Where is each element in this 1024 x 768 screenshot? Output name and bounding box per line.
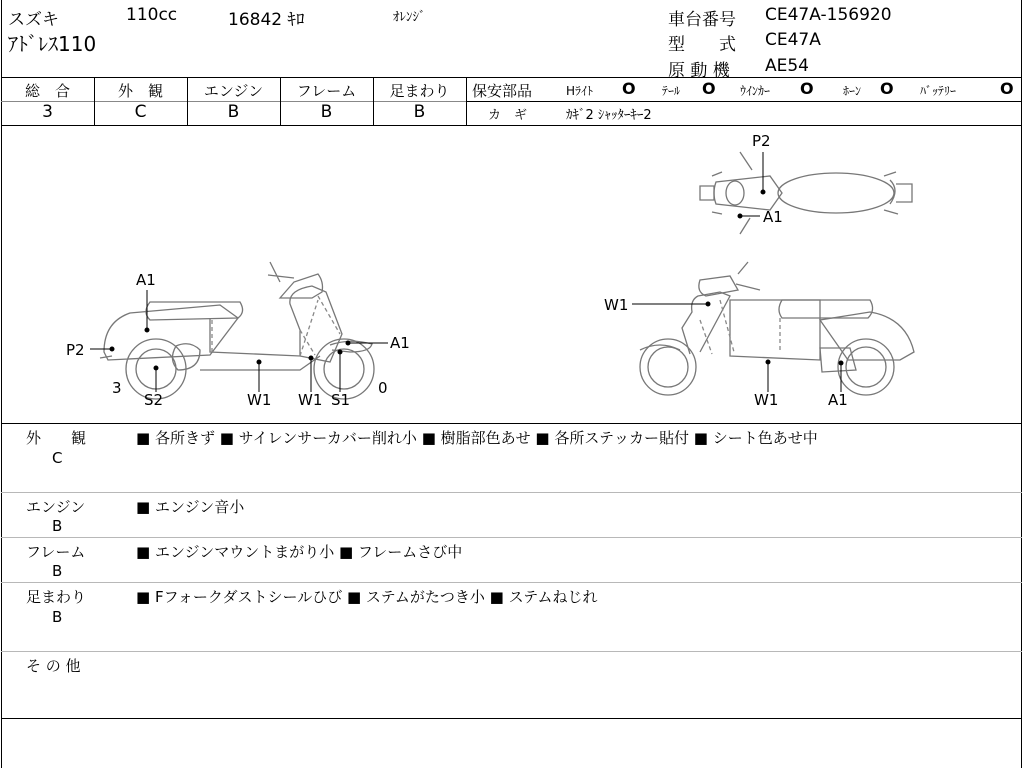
engine-type-label: 原 動 機 [668, 61, 730, 81]
key-label: カ ギ [488, 108, 528, 123]
body-color: ｵﾚﾝｼﾞ [393, 10, 426, 25]
remarks-divider [1, 537, 1022, 538]
model-type: CE47A [765, 30, 821, 50]
safety-item-tail: ﾃｰﾙ [662, 84, 681, 98]
maker-name: スズキ [8, 10, 59, 30]
label-W1-leg: W1 [298, 391, 323, 409]
remarks-divider [1, 582, 1022, 583]
safety-item-battery: ﾊﾞｯﾃﾘｰ [920, 84, 957, 98]
score-label-engine: エンジン [203, 82, 264, 100]
remarks-divider [1, 651, 1022, 652]
score-value-frame: B [320, 102, 333, 122]
score-value-engine: B [227, 102, 240, 122]
label-A1-top: A1 [763, 208, 783, 226]
remarks-bottom-line [1, 718, 1022, 719]
frame-number: CE47A-156920 [765, 5, 892, 25]
model-type-label: 型 式 [668, 35, 736, 55]
label-number-0: 0 [378, 379, 388, 397]
remark-label-suspension: 足まわり [26, 588, 87, 606]
label-W1-floor: W1 [247, 391, 272, 409]
model-name: ｱﾄﾞﾚｽ110 [8, 32, 97, 56]
remark-grade-exterior: C [52, 449, 63, 467]
label-A1-front: A1 [390, 334, 410, 352]
label-W1-right-bottom: W1 [754, 391, 779, 409]
remark-label-other: そ の 他 [26, 657, 81, 675]
remark-text-engine: ■ エンジン音小 [136, 498, 245, 516]
top-view-scooter-drawing [700, 152, 912, 234]
displacement: 110cc [126, 5, 178, 25]
label-number-3: 3 [112, 379, 122, 397]
safety-mark-battery: O [1000, 79, 1014, 98]
remark-text-exterior: ■ 各所きず ■ サイレンサーカバー削れ小 ■ 樹脂部色あせ ■ 各所ステッカー貼付 ■ シート色あせ中 [136, 429, 818, 447]
label-P2-top: P2 [752, 132, 771, 150]
score-value-exterior: C [134, 102, 147, 122]
remark-grade-frame: B [52, 562, 63, 580]
frame-number-label: 車台番号 [668, 10, 736, 30]
safety-label: 保安部品 [472, 82, 533, 100]
label-A1-right: A1 [828, 391, 848, 409]
remark-grade-suspension: B [52, 608, 63, 626]
remark-text-suspension: ■ Fフォークダストシールひび ■ ステムがたつき小 ■ ステムねじれ [136, 588, 598, 606]
key-value: ｶｷﾞ2 ｼｬｯﾀｰｷｰ2 [566, 108, 652, 123]
remarks-top-line [1, 423, 1022, 424]
score-value-overall: 3 [42, 102, 53, 122]
safety-mark-tail: O [702, 79, 716, 98]
remark-text-frame: ■ エンジンマウントまがり小 ■ フレームさび中 [136, 543, 463, 561]
label-W1-right-top: W1 [604, 296, 629, 314]
safety-item-headlight: Hﾗｲﾄ [566, 84, 594, 98]
label-S1: S1 [331, 391, 351, 409]
safety-mark-horn: O [880, 79, 894, 98]
remark-label-exterior: 外 観 [26, 429, 87, 447]
label-S2: S2 [144, 391, 164, 409]
safety-item-horn: ﾎｰﾝ [843, 84, 862, 98]
mileage: 16842 ｷﾛ [228, 10, 305, 30]
safety-item-winker: ｳｲﾝｶｰ [740, 84, 771, 98]
engine-type: AE54 [765, 56, 810, 76]
remark-grade-engine: B [52, 517, 63, 535]
remark-label-frame: フレーム [26, 543, 86, 561]
right-side-scooter-drawing [640, 262, 914, 395]
label-A1-seat: A1 [136, 271, 156, 289]
safety-mark-winker: O [800, 79, 814, 98]
remarks-divider [1, 492, 1022, 493]
label-P2-rear: P2 [66, 341, 85, 359]
score-label-suspension: 足まわり [389, 82, 450, 100]
score-label-overall: 総 合 [24, 82, 70, 100]
score-label-exterior: 外 観 [117, 82, 163, 100]
remark-label-engine: エンジン [26, 498, 86, 516]
safety-mark-headlight: O [622, 79, 636, 98]
score-label-frame: フレーム [296, 82, 357, 100]
score-value-suspension: B [413, 102, 426, 122]
